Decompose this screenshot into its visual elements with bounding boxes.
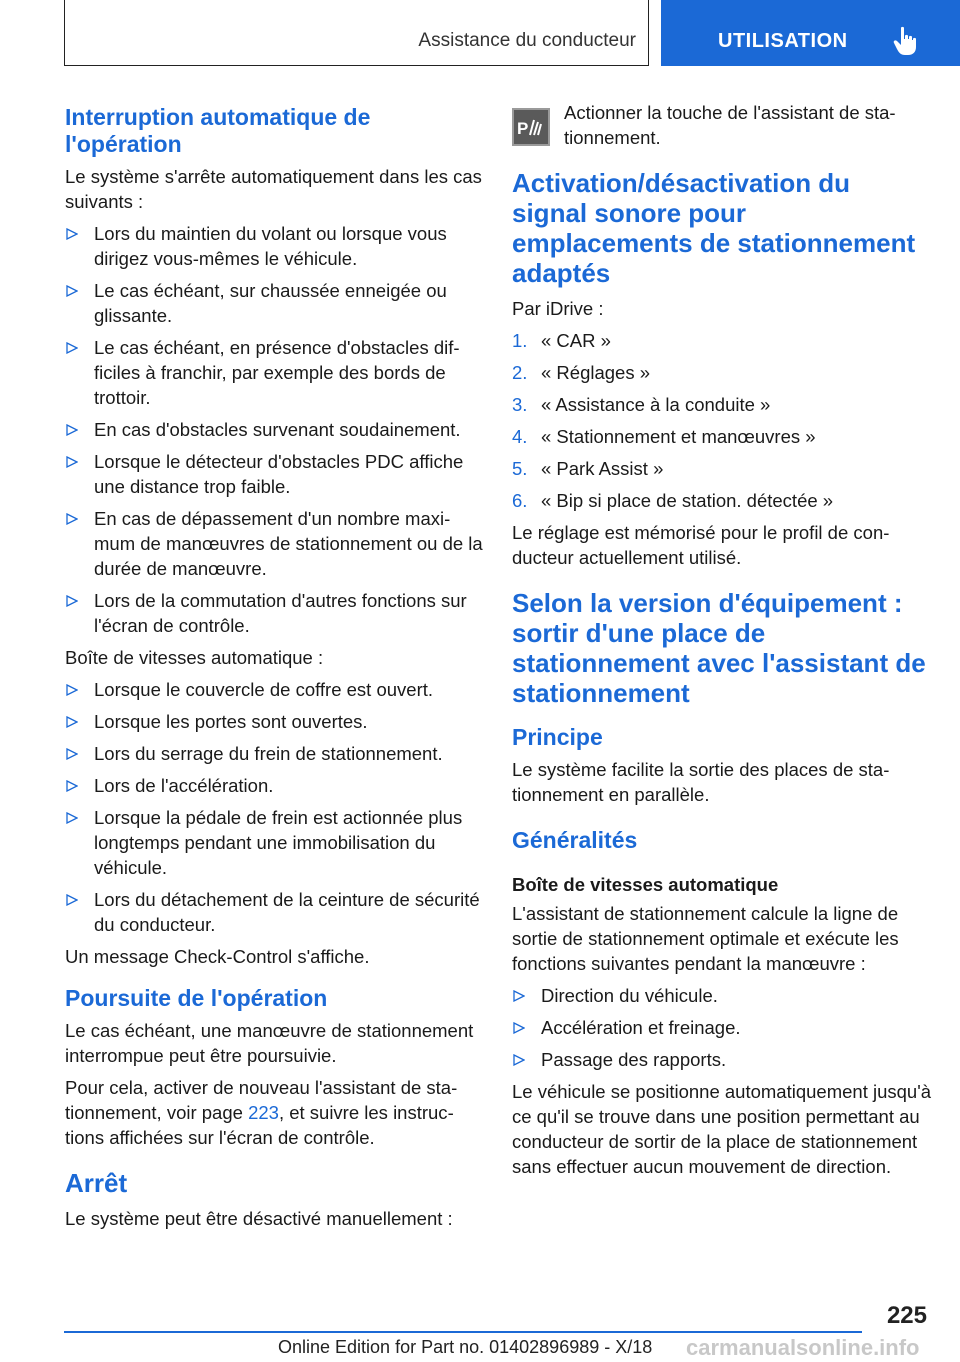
park-assist-instruction: [512, 100, 932, 150]
paragraph-calcule: L'assistant de stationnement calcule la ligne de sortie de stationnement optimale et exécute les fonctions suivantes pendant la manœuvre :: [512, 903, 899, 974]
heading-boite-automatique: Boîte de vitesses automatique: [512, 874, 779, 895]
list-item: Direction du véhicule.: [512, 983, 932, 1008]
hand-pointer-icon: [893, 26, 919, 56]
footer-edition: Online Edition for Part no. 01402896989 - X/18: [278, 1337, 653, 1357]
list-item: Lors de l'accélération.: [65, 773, 485, 798]
list-item: Lorsque le couvercle de coffre est ouvert.: [65, 677, 485, 702]
paragraph-poursuite: Le cas échéant, une manœuvre de stationnement interrompue peut être poursuivie.: [65, 1020, 474, 1066]
triangle-bullet-icon: [66, 342, 78, 354]
paragraph-touche: Actionner la touche de l'assistant de stationnement.: [564, 102, 896, 148]
list-item: 4. « Stationnement et manœuvres »: [512, 426, 816, 447]
paragraph-message: Un message Check-Control s'affiche.: [65, 946, 370, 967]
left-column: [65, 100, 485, 1238]
heading-arret: Arrêt: [65, 1168, 128, 1198]
list-item: Lors du détachement de la ceinture de sécurité du conducteur.: [65, 887, 485, 937]
watermark: carmanualsonline.info: [686, 1335, 920, 1360]
right-column: [512, 100, 932, 1186]
list-item: En cas d'obstacles survenant soudainement.: [65, 417, 485, 442]
list-item: Lors de la commutation d'autres fonctions sur l'écran de contrôle.: [65, 588, 485, 638]
page-number: 225: [886, 1302, 927, 1329]
list-item: Lors du serrage du frein de stationnement.: [65, 741, 485, 766]
triangle-bullet-icon: [66, 285, 78, 297]
triangle-bullet-icon: [513, 1054, 525, 1066]
triangle-bullet-icon: [66, 595, 78, 607]
triangle-bullet-icon: [513, 990, 525, 1002]
triangle-bullet-icon: [66, 513, 78, 525]
list-manoeuvre-functions: [512, 983, 932, 1072]
list-item: 1. « CAR »: [512, 330, 611, 351]
list-item: Lorsque le détecteur d'obstacles PDC affiche une distance trop faible.: [65, 449, 485, 499]
paragraph-idrive: Par iDrive :: [512, 298, 604, 319]
list-item: Passage des rapports.: [512, 1047, 932, 1072]
list-item: 3. « Assistance à la conduite »: [512, 394, 771, 415]
heading-interruption: Interruption automatique de l'opération: [65, 104, 371, 157]
triangle-bullet-icon: [66, 812, 78, 824]
paragraph-positionne: Le véhicule se positionne automatiquement jusqu'à ce qu'il se trouve dans une position permettant au conducteur de sortir de la place de stationnement sans effectuer aucun mouvement de direction.: [512, 1081, 932, 1177]
list-interruption-cases: [65, 221, 485, 638]
list-item: Lorsque les portes sont ouvertes.: [65, 709, 485, 734]
list-item: En cas de dépassement d'un nombre maximum de manœuvres de stationnement ou de la durée de manœuvre.: [65, 506, 485, 581]
header-chapter-title: UTILISATION: [718, 30, 848, 52]
list-item: 2. « Réglages »: [512, 362, 651, 383]
heading-principe: Principe: [512, 724, 603, 750]
footer-divider: [64, 1331, 862, 1333]
paragraph-principe: Le système facilite la sortie des places de stationnement en parallèle.: [512, 759, 890, 805]
triangle-bullet-icon: [513, 1022, 525, 1034]
triangle-bullet-icon: [66, 456, 78, 468]
paragraph-pour-cela: Pour cela, activer de nouveau l'assistant de stationnement, voir page 223, et suivre les instructions affichées sur l'écran de contrôle.: [65, 1077, 458, 1148]
triangle-bullet-icon: [66, 424, 78, 436]
park-assist-button-icon: [512, 108, 550, 146]
idrive-steps-list: [512, 328, 932, 513]
paragraph-arret: Le système peut être désactivé manuellement :: [65, 1208, 453, 1229]
triangle-bullet-icon: [66, 748, 78, 760]
list-item: Le cas échéant, sur chaussée enneigée ou glissante.: [65, 278, 485, 328]
list-item: Lorsque la pédale de frein est actionnée plus longtemps pendant une immobilisation du véhicule.: [65, 805, 485, 880]
heading-signal-sonore: Activation/désactivation du signal sonore pour emplacements de stationnement adaptés: [512, 168, 916, 288]
page-reference-link[interactable]: 223: [248, 1102, 279, 1123]
list-item: Le cas échéant, en présence d'obstacles difficiles à franchir, par exemple des bords de trottoir.: [65, 335, 485, 410]
heading-selon-version: Selon la version d'équipement : sortir d'une place de stationnement avec l'assistant de stationnement: [512, 588, 926, 708]
list-item: 6. « Bip si place de station. détectée »: [512, 490, 834, 511]
list-item: 5. « Park Assist »: [512, 458, 664, 479]
list-item: Accélération et freinage.: [512, 1015, 932, 1040]
heading-poursuite: Poursuite de l'opération: [65, 985, 328, 1011]
triangle-bullet-icon: [66, 684, 78, 696]
svg-text:P: P: [517, 119, 529, 138]
list-automatic-gearbox-cases: [65, 677, 485, 937]
triangle-bullet-icon: [66, 894, 78, 906]
header-section-title: Assistance du conducteur: [418, 30, 636, 51]
list-item: Lors du maintien du volant ou lorsque vous dirigez vous-mêmes le véhicule.: [65, 221, 485, 271]
header-chapter-tab: [661, 0, 960, 66]
paragraph-reglage: Le réglage est mémorisé pour le profil de conducteur actuellement utilisé.: [512, 522, 890, 568]
paragraph-boite: Boîte de vitesses automatique :: [65, 647, 324, 668]
header-section-box: [64, 0, 649, 66]
paragraph-intro: Le système s'arrête automatiquement dans les cas suivants :: [65, 166, 482, 212]
triangle-bullet-icon: [66, 780, 78, 792]
triangle-bullet-icon: [66, 228, 78, 240]
heading-generalites: Généralités: [512, 827, 638, 853]
triangle-bullet-icon: [66, 716, 78, 728]
